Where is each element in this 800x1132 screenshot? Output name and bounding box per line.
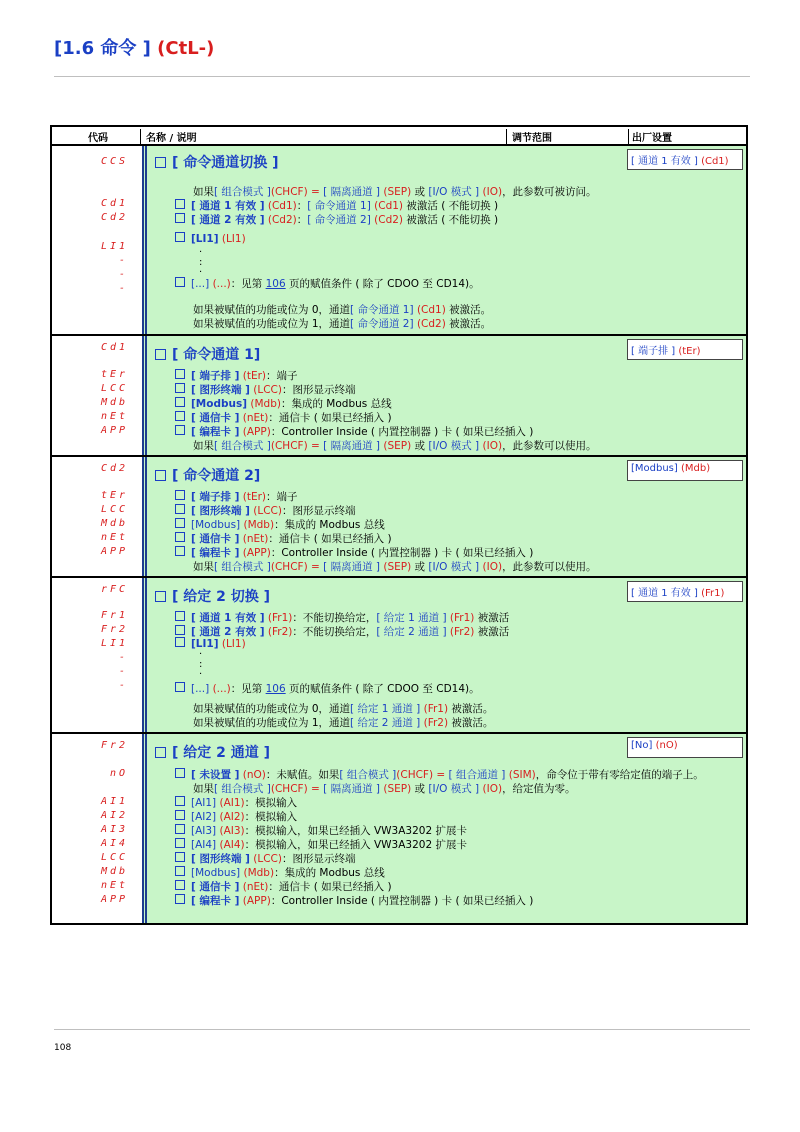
page-link[interactable]: 106: [265, 278, 286, 290]
option-li1: [LI1] (LI1): [175, 637, 246, 650]
option-code: -: [118, 666, 128, 677]
option-code: tEr: [100, 369, 128, 380]
option-code: Cd2: [100, 212, 128, 223]
list-item: [ 编程卡 ] (APP)：Controller Inside ( 内置控制器 ) 卡 ( 如果已经插入 ): [175, 424, 533, 439]
bottom-divider: [54, 1029, 750, 1030]
list-item: [ 图形终端 ] (LCC)：图形显示终端: [175, 382, 355, 397]
option-code: -: [118, 255, 128, 266]
param-code: Cd2: [100, 463, 128, 474]
code-column: [52, 578, 140, 732]
note-line: 如果[ 组合模式 ](CHCF) = [ 隔离通道 ] (SEP) 或 [I/O 模式 ] (IO)，此参数可以使用。: [193, 561, 597, 573]
option-code: LI1: [100, 241, 128, 252]
option-code: nEt: [100, 532, 128, 543]
option-cd2: [ 通道 2 有效 ] (Cd2)：[ 命令通道 2] (Cd2) 被激活 ( 不能切换 ): [175, 212, 498, 227]
list-item: [ 端子排 ] (tEr)：端子: [175, 368, 298, 383]
option-code: LCC: [100, 504, 128, 515]
option-code: -: [118, 680, 128, 691]
list-item: [Modbus] (Mdb)：集成的 Modbus 总线: [175, 865, 385, 880]
option-cd1: [ 通道 1 有效 ] (Cd1)：[ 命令通道 1] (Cd1) 被激活 ( 不能切换 ): [175, 198, 498, 213]
option-code: Fr1: [100, 610, 128, 621]
note-line: 如果被赋值的功能或位为 0，通道[ 给定 1 通道 ] (Fr1) 被激活。: [193, 703, 494, 715]
checkbox-icon: [175, 838, 185, 848]
checkbox-icon: [175, 880, 185, 890]
checkbox-icon: [175, 199, 185, 209]
param-code: CCS: [100, 156, 128, 167]
option-code: tEr: [100, 490, 128, 501]
header-code: 代码: [88, 133, 108, 144]
option-code: nEt: [100, 411, 128, 422]
list-item: [ 编程卡 ] (APP)：Controller Inside ( 内置控制器 ) 卡 ( 如果已经插入 ): [175, 545, 533, 560]
param-body: [142, 457, 746, 576]
access-condition: 如果[ 组合模式 ](CHCF) = [ 隔离通道 ] (SEP) 或 [I/O 模式 ] (IO)，此参数可被访问。: [193, 186, 597, 198]
param-heading: [ 命令通道 2]: [155, 465, 260, 485]
list-item: [AI2] (AI2)：模拟输入: [175, 809, 297, 824]
checkbox-icon: [175, 852, 185, 862]
checkbox-icon: [175, 504, 185, 514]
option-code: APP: [100, 546, 128, 557]
parameter-table: [50, 125, 748, 925]
factory-setting: [No] (nO): [627, 737, 743, 758]
title-code: (CtL-): [157, 38, 215, 59]
option-code: APP: [100, 894, 128, 905]
code-column: [52, 146, 140, 334]
checkbox-icon: [175, 894, 185, 904]
list-item: [ 通信卡 ] (nEt)：通信卡 ( 如果已经插入 ): [175, 410, 392, 425]
table-header: [52, 127, 746, 145]
param-code: Fr2: [100, 740, 128, 751]
option-fr2: [ 通道 2 有效 ] (Fr2)：不能切换给定，[ 给定 2 通道 ] (Fr2) 被激活: [175, 624, 509, 639]
header-range: 调节范围: [512, 133, 552, 144]
option-code: nEt: [100, 880, 128, 891]
checkbox-icon: [175, 682, 185, 692]
param-section-fr2: [52, 732, 746, 923]
list-item: [ 编程卡 ] (APP)：Controller Inside ( 内置控制器 ) 卡 ( 如果已经插入 ): [175, 893, 533, 908]
checkbox-icon: [155, 157, 166, 168]
list-item: [Modbus] (Mdb)：集成的 Modbus 总线: [175, 517, 385, 532]
note-line: 如果[ 组合模式 ](CHCF) = [ 隔离通道 ] (SEP) 或 [I/O 模式 ] (IO)，给定值为零。: [193, 783, 576, 795]
param-heading: [ 命令通道切换 ]: [155, 152, 279, 172]
list-item: [AI3] (AI3)：模拟输入，如果已经插入 VW3A3202 扩展卡: [175, 823, 467, 838]
option-no: [ 未设置 ] (nO)：未赋值。如果[ 组合模式 ](CHCF) = [ 组合通道 ] (SIM)，命令位于带有零给定值的端子上。: [175, 767, 704, 782]
option-code: Mdb: [100, 866, 128, 877]
param-section-cd1: [52, 334, 746, 455]
option-more: [...] (...)：见第 106 页的赋值条件 ( 除了 CDOO 至 CD14)。: [175, 681, 480, 696]
option-code: LI1: [100, 638, 128, 649]
option-code: AI4: [100, 838, 128, 849]
code-column: [52, 336, 140, 455]
note-line: 如果被赋值的功能或位为 0，通道[ 命令通道 1] (Cd1) 被激活。: [193, 304, 492, 316]
checkbox-icon: [175, 532, 185, 542]
ellipsis-dots: · : ·: [199, 649, 203, 680]
option-code: AI3: [100, 824, 128, 835]
header-factory: 出厂设置: [632, 133, 672, 144]
checkbox-icon: [175, 383, 185, 393]
checkbox-icon: [155, 349, 166, 360]
factory-setting: [ 通道 1 有效 ] (Fr1): [627, 581, 743, 602]
param-heading: [ 给定 2 切换 ]: [155, 586, 270, 606]
option-code: Mdb: [100, 518, 128, 529]
list-item: [Modbus] (Mdb)：集成的 Modbus 总线: [175, 396, 392, 411]
checkbox-icon: [175, 810, 185, 820]
checkbox-icon: [155, 591, 166, 602]
header-name: 名称 / 说明: [146, 133, 197, 144]
param-body: [142, 336, 746, 455]
param-body: [142, 734, 746, 923]
param-heading: [ 给定 2 通道 ]: [155, 742, 270, 762]
option-code: Cd1: [100, 198, 128, 209]
checkbox-icon: [175, 369, 185, 379]
checkbox-icon: [175, 611, 185, 621]
list-item: [ 图形终端 ] (LCC)：图形显示终端: [175, 851, 355, 866]
checkbox-icon: [175, 232, 185, 242]
param-body: [142, 146, 746, 334]
checkbox-icon: [175, 768, 185, 778]
option-code: -: [118, 269, 128, 280]
checkbox-icon: [175, 518, 185, 528]
option-code: LCC: [100, 852, 128, 863]
option-code: Mdb: [100, 397, 128, 408]
list-item: [ 通信卡 ] (nEt)：通信卡 ( 如果已经插入 ): [175, 531, 392, 546]
note-line: 如果被赋值的功能或位为 1，通道[ 命令通道 2] (Cd2) 被激活。: [193, 318, 492, 330]
note-line: 如果被赋值的功能或位为 1，通道[ 给定 2 通道 ] (Fr2) 被激活。: [193, 717, 494, 729]
param-section-ccs: [52, 144, 746, 334]
param-code: rFC: [100, 584, 128, 595]
checkbox-icon: [175, 637, 185, 647]
param-section-cd2: [52, 455, 746, 576]
checkbox-icon: [175, 490, 185, 500]
option-code: nO: [109, 768, 128, 779]
page-title: [54, 34, 214, 60]
checkbox-icon: [155, 470, 166, 481]
page-number: 108: [54, 1043, 72, 1053]
option-code: AI1: [100, 796, 128, 807]
note-line: 如果[ 组合模式 ](CHCF) = [ 隔离通道 ] (SEP) 或 [I/O 模式 ] (IO)，此参数可以使用。: [193, 440, 597, 452]
list-item: [AI4] (AI4)：模拟输入，如果已经插入 VW3A3202 扩展卡: [175, 837, 467, 852]
list-item: [ 通信卡 ] (nEt)：通信卡 ( 如果已经插入 ): [175, 879, 392, 894]
code-column: [52, 734, 140, 923]
top-divider: [54, 76, 750, 77]
option-code: LCC: [100, 383, 128, 394]
list-item: [ 端子排 ] (tEr)：端子: [175, 489, 298, 504]
factory-setting: [ 通道 1 有效 ] (Cd1): [627, 149, 743, 170]
param-code: Cd1: [100, 342, 128, 353]
checkbox-icon: [175, 625, 185, 635]
option-code: Fr2: [100, 624, 128, 635]
option-more: [...] (...)：见第 106 页的赋值条件 ( 除了 CDOO 至 CD14)。: [175, 276, 480, 291]
checkbox-icon: [155, 747, 166, 758]
option-code: -: [118, 283, 128, 294]
param-section-rfc: [52, 576, 746, 732]
param-heading: [ 命令通道 1]: [155, 344, 260, 364]
title-menu: [1.6 命令 ]: [54, 38, 151, 59]
factory-setting: [ 端子排 ] (tEr): [627, 339, 743, 360]
checkbox-icon: [175, 546, 185, 556]
option-li1: [LI1] (LI1): [175, 232, 246, 245]
checkbox-icon: [175, 277, 185, 287]
factory-setting: [Modbus] (Mdb): [627, 460, 743, 481]
list-item: [ 图形终端 ] (LCC)：图形显示终端: [175, 503, 355, 518]
page-link[interactable]: 106: [265, 683, 286, 695]
checkbox-icon: [175, 796, 185, 806]
option-code: APP: [100, 425, 128, 436]
checkbox-icon: [175, 213, 185, 223]
checkbox-icon: [175, 425, 185, 435]
code-column: [52, 457, 140, 576]
param-body: [142, 578, 746, 732]
ellipsis-dots: · : ·: [199, 247, 203, 278]
list-item: [AI1] (AI1)：模拟输入: [175, 795, 297, 810]
option-code: AI2: [100, 810, 128, 821]
option-fr1: [ 通道 1 有效 ] (Fr1)：不能切换给定，[ 给定 1 通道 ] (Fr1) 被激活: [175, 610, 509, 625]
checkbox-icon: [175, 397, 185, 407]
option-code: -: [118, 652, 128, 663]
checkbox-icon: [175, 411, 185, 421]
checkbox-icon: [175, 866, 185, 876]
checkbox-icon: [175, 824, 185, 834]
